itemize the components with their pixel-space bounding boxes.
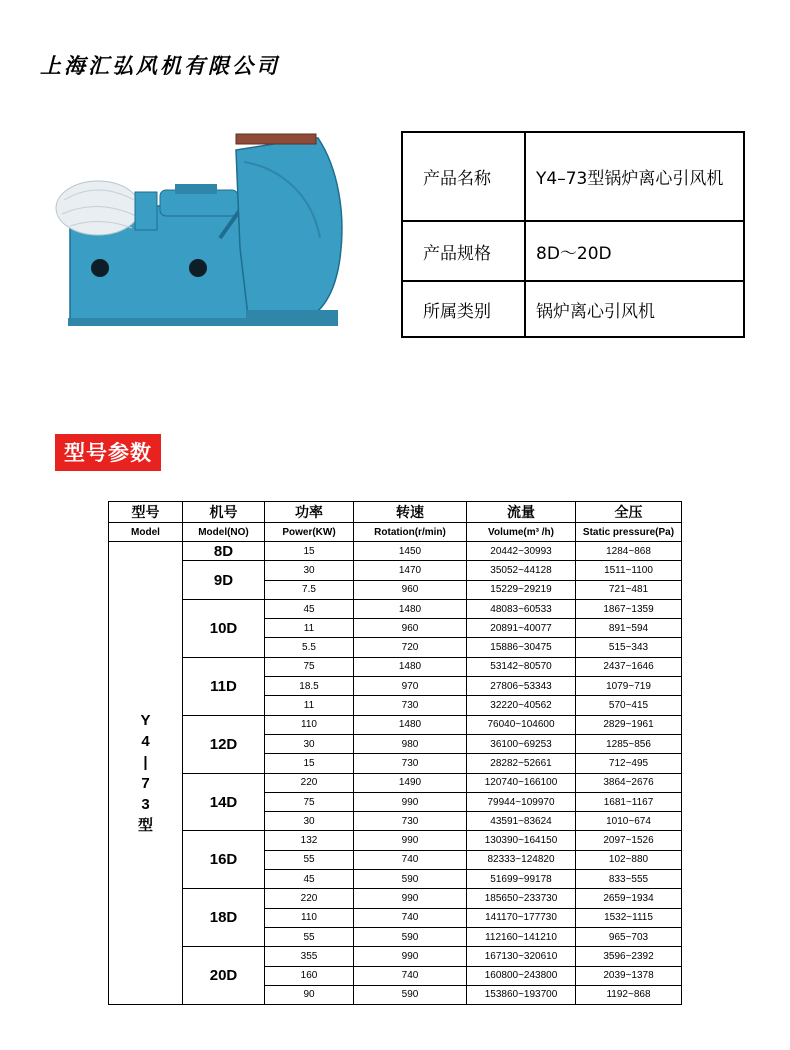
rotation-cell: 590: [354, 985, 467, 1004]
pressure-cell: 1079~719: [576, 677, 682, 696]
info-value: 锅炉离心引风机: [525, 281, 744, 337]
volume-cell: 53142~80570: [467, 657, 576, 676]
pressure-cell: 1681~1167: [576, 792, 682, 811]
model-char: 4: [141, 733, 150, 751]
rotation-cell: 960: [354, 619, 467, 638]
info-value: 8D～20D: [525, 221, 744, 281]
power-cell: 18.5: [265, 677, 354, 696]
volume-cell: 160800~243800: [467, 966, 576, 985]
fan-number-cell: 11D: [183, 657, 265, 715]
power-cell: 30: [265, 561, 354, 580]
volume-cell: 35052~44128: [467, 561, 576, 580]
volume-cell: 130390~164150: [467, 831, 576, 850]
table-row: [109, 657, 682, 676]
model-char: 3: [141, 796, 150, 814]
rotation-cell: 1480: [354, 657, 467, 676]
power-cell: 75: [265, 657, 354, 676]
volume-cell: 82333~124820: [467, 850, 576, 869]
header-pressure: 全压: [576, 502, 682, 523]
pressure-cell: 965~703: [576, 927, 682, 946]
pressure-cell: 712~495: [576, 754, 682, 773]
pressure-cell: 102~880: [576, 850, 682, 869]
model-parameters-table: [108, 501, 682, 1005]
pressure-cell: 2437~1646: [576, 657, 682, 676]
pressure-cell: 1285~856: [576, 734, 682, 753]
header-model: 型号: [109, 502, 183, 523]
rotation-cell: 960: [354, 580, 467, 599]
volume-cell: 15886~30475: [467, 638, 576, 657]
rotation-cell: 740: [354, 908, 467, 927]
model-char: Y: [140, 712, 151, 730]
power-cell: 75: [265, 792, 354, 811]
rotation-cell: 1450: [354, 542, 467, 561]
fan-number-cell: 16D: [183, 831, 265, 889]
volume-cell: 76040~104600: [467, 715, 576, 734]
rotation-cell: 720: [354, 638, 467, 657]
volume-cell: 120740~166100: [467, 773, 576, 792]
power-cell: 132: [265, 831, 354, 850]
fan-number-cell: 10D: [183, 599, 265, 657]
pressure-cell: 570~415: [576, 696, 682, 715]
volume-cell: 28282~52661: [467, 754, 576, 773]
power-cell: 11: [265, 696, 354, 715]
table-row: [109, 599, 682, 618]
rotation-cell: 740: [354, 966, 467, 985]
company-name: 上海汇弘风机有限公司: [40, 53, 280, 78]
power-cell: 11: [265, 619, 354, 638]
power-cell: 7.5: [265, 580, 354, 599]
pressure-cell: 3864~2676: [576, 773, 682, 792]
power-cell: 90: [265, 985, 354, 1004]
table-row: [109, 947, 682, 966]
rotation-cell: 970: [354, 677, 467, 696]
info-value: Y4–73型锅炉离心引风机: [525, 132, 744, 221]
volume-cell: 20891~40077: [467, 619, 576, 638]
fan-number-cell: 14D: [183, 773, 265, 831]
pressure-cell: 1532~1115: [576, 908, 682, 927]
centrifugal-fan-photo: [50, 128, 350, 333]
pressure-cell: 515~343: [576, 638, 682, 657]
fan-number-cell: 18D: [183, 889, 265, 947]
power-cell: 220: [265, 773, 354, 792]
rotation-cell: 730: [354, 812, 467, 831]
power-cell: 355: [265, 947, 354, 966]
product-info-table: [401, 131, 745, 338]
power-cell: 110: [265, 908, 354, 927]
pressure-cell: 1010~674: [576, 812, 682, 831]
volume-cell: 153860~193700: [467, 985, 576, 1004]
header-power-en: Power(KW): [265, 523, 354, 542]
header-fan-no: 机号: [183, 502, 265, 523]
rotation-cell: 990: [354, 889, 467, 908]
pressure-cell: 1867~1359: [576, 599, 682, 618]
rotation-cell: 1470: [354, 561, 467, 580]
volume-cell: 27806~53343: [467, 677, 576, 696]
volume-cell: 79944~109970: [467, 792, 576, 811]
pressure-cell: 1511~1100: [576, 561, 682, 580]
pressure-cell: 3596~2392: [576, 947, 682, 966]
pressure-cell: 1192~868: [576, 985, 682, 1004]
table-row: [109, 831, 682, 850]
pressure-cell: 721~481: [576, 580, 682, 599]
rotation-cell: 990: [354, 947, 467, 966]
volume-cell: 51699~99178: [467, 870, 576, 889]
header-rotation: 转速: [354, 502, 467, 523]
fan-number-cell: 8D: [183, 542, 265, 561]
fan-number-cell: 20D: [183, 947, 265, 1005]
section-title-badge: 型号参数: [55, 434, 161, 471]
rotation-cell: 740: [354, 850, 467, 869]
rotation-cell: 1480: [354, 599, 467, 618]
info-key: 产品名称: [402, 132, 525, 221]
table-row: [109, 561, 682, 580]
power-cell: 160: [265, 966, 354, 985]
model-char: |: [143, 754, 148, 772]
rotation-cell: 980: [354, 734, 467, 753]
volume-cell: 167130~320610: [467, 947, 576, 966]
volume-cell: 15229~29219: [467, 580, 576, 599]
pressure-cell: 891~594: [576, 619, 682, 638]
header-volume-en: Volume(m³ /h): [467, 523, 576, 542]
volume-cell: 112160~141210: [467, 927, 576, 946]
fan-number-cell: 9D: [183, 561, 265, 600]
table-row: [109, 773, 682, 792]
fan-number-cell: 12D: [183, 715, 265, 773]
volume-cell: 32220~40562: [467, 696, 576, 715]
header-power: 功率: [265, 502, 354, 523]
power-cell: 45: [265, 870, 354, 889]
header-pressure-en: Static pressure(Pa): [576, 523, 682, 542]
volume-cell: 185650~233730: [467, 889, 576, 908]
table-row: [109, 542, 682, 561]
power-cell: 30: [265, 734, 354, 753]
info-key: 产品规格: [402, 221, 525, 281]
volume-cell: 43591~83624: [467, 812, 576, 831]
volume-cell: 20442~30993: [467, 542, 576, 561]
rotation-cell: 1480: [354, 715, 467, 734]
pressure-cell: 833~555: [576, 870, 682, 889]
header-fan-no-en: Model(NO): [183, 523, 265, 542]
pressure-cell: 2659~1934: [576, 889, 682, 908]
rotation-cell: 990: [354, 831, 467, 850]
power-cell: 5.5: [265, 638, 354, 657]
header-volume: 流量: [467, 502, 576, 523]
rotation-cell: 590: [354, 927, 467, 946]
rotation-cell: 990: [354, 792, 467, 811]
model-cell: [109, 542, 183, 1005]
power-cell: 55: [265, 927, 354, 946]
volume-cell: 48083~60533: [467, 599, 576, 618]
power-cell: 55: [265, 850, 354, 869]
power-cell: 110: [265, 715, 354, 734]
rotation-cell: 730: [354, 696, 467, 715]
power-cell: 15: [265, 542, 354, 561]
power-cell: 15: [265, 754, 354, 773]
volume-cell: 36100~69253: [467, 734, 576, 753]
header-model-en: Model: [109, 523, 183, 542]
rotation-cell: 730: [354, 754, 467, 773]
header-rotation-en: Rotation(r/min): [354, 523, 467, 542]
table-row: [109, 715, 682, 734]
power-cell: 45: [265, 599, 354, 618]
model-char: 型: [137, 817, 153, 835]
model-char: 7: [141, 775, 150, 793]
info-key: 所属类别: [402, 281, 525, 337]
power-cell: 220: [265, 889, 354, 908]
rotation-cell: 590: [354, 870, 467, 889]
pressure-cell: 2039~1378: [576, 966, 682, 985]
rotation-cell: 1490: [354, 773, 467, 792]
pressure-cell: 2097~1526: [576, 831, 682, 850]
table-row: [109, 889, 682, 908]
volume-cell: 141170~177730: [467, 908, 576, 927]
pressure-cell: 1284~868: [576, 542, 682, 561]
pressure-cell: 2829~1961: [576, 715, 682, 734]
power-cell: 30: [265, 812, 354, 831]
